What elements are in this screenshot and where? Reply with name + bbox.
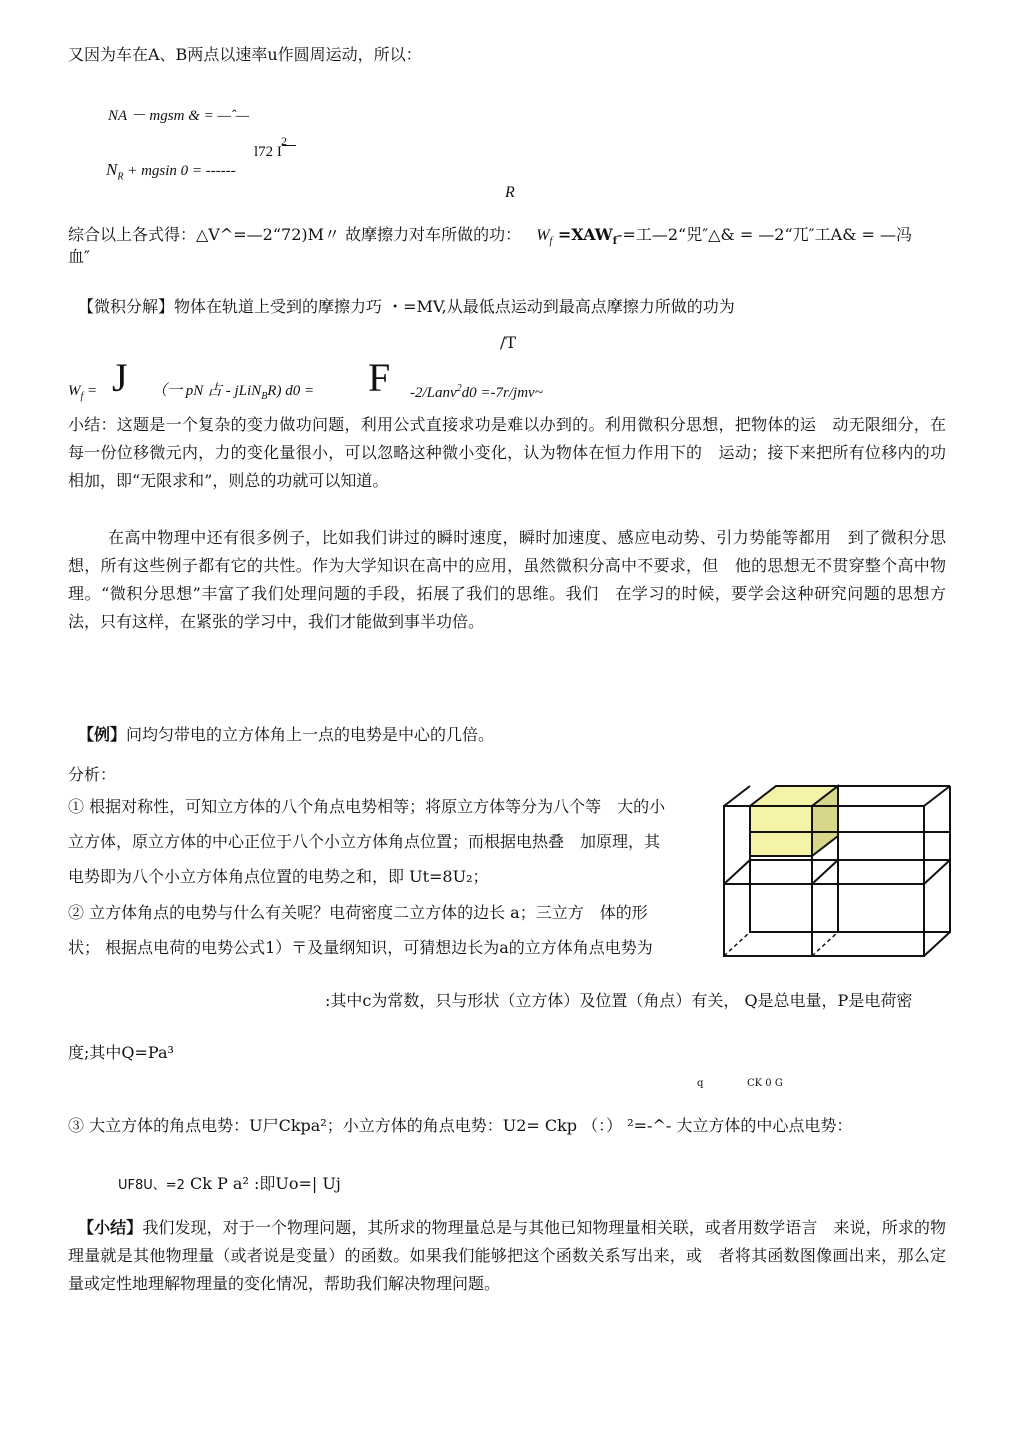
result-small: UF8U、=2 [118,1178,185,1193]
point1-line-2: 立方体，原立方体的中心正位于八个小立方体角点位置；而根据电热叠 加原理，其 [68,832,661,851]
integral-sign-2: F [368,355,391,400]
example-text: 问均匀带电的立方体角上一点的电势是中心的几倍。 [126,725,495,744]
result-line [118,1174,341,1196]
final-text: 我们发现，对于一个物理问题，其所求的物理量总是与其他已知物理量相关联，或者用数学语言 来说，所求的物理量就是其他物理量（或者说是变量）的函数。如果我们能够把这个函数关系写出来，或 者将其函数图像画出来，那么定量或定性地理解物理量的变化情况，帮助我们解决物理问题。 [68,1218,946,1293]
integral-lhs [68,381,97,407]
summary-text-a: 综合以上各式得：△V^=—2“72)M〃 故摩擦力对车所做的功： [68,225,522,244]
integral-middle-rest: R) d0 = [267,383,315,399]
integral-rhs-text: -2/Lanv [410,385,457,401]
calculus-text: 物体在轨道上受到的摩擦力巧 ・=MV,从最低点运动到最高点摩擦力所做的功为 [174,297,735,316]
summary-text-c [552,225,618,248]
integral-eq: = [83,383,98,399]
integral-rhs-sup: 2 [456,383,462,394]
formula-na-text: NA － mgsm & = —ˆ— [108,108,250,124]
formula-fraction-top [254,142,296,162]
formula-nb-n: N [106,160,118,179]
cube-figure [718,784,958,964]
formula-na [108,106,249,126]
point3-line: ③ 大立方体的角点电势：U尸Ckpa²；小立方体的角点电势：U2= Ckp （：） ²=-^- 大立方体的中心点电势： [68,1116,853,1135]
point2-line-1: ② 立方体角点的电势与什么有关呢？电荷密度二立方体的边长 a；三立方 体的形 [68,903,648,922]
calculus-line [78,297,735,317]
xaw-text: =XAW [552,225,613,244]
integral-rhs-rest: d0 =-7r/jmv~ [461,385,543,401]
integral-w: W [68,383,81,399]
integral-w-sub: f [80,391,84,402]
integral-sign-1: J [112,355,128,400]
final-heading: 【小结】 [78,1218,143,1237]
tiny-q-label: q [697,1078,704,1089]
wf-w: W [536,227,550,244]
formula-nb [106,160,236,187]
summary-wf [536,227,553,248]
result-rest: Ck P a² :即Uo=| Uj [184,1174,341,1193]
fraction-top-bar [282,145,296,146]
formula-nb-sub: R [117,171,124,183]
summary-text-d: -=工—2“兕″△& = —2“兀″工A& = —冯 [617,225,913,244]
integral-middle-sub: B [261,391,268,402]
integral-rhs [410,379,543,403]
final-summary [68,1214,946,1298]
calculus-heading: 【微积分解】 [78,297,175,316]
wf-sub: f [549,236,553,248]
point1-line-3: 电势即为八个小立方体角点位置的电势之和，即 Ut=8U₂； [68,867,489,886]
formula-nb-denominator: R [505,184,515,201]
summary-line-1 [68,225,912,252]
integral-middle [152,381,314,407]
example-heading: 【例】 [78,725,127,744]
example-line [78,725,494,745]
integral-middle-text: （一 pN 占 - jLiN [152,383,262,399]
integral-upper-limit: /T [500,333,517,352]
high-school-paragraph: 在高中物理中还有很多例子，比如我们讲过的瞬时速度，瞬时加速度、感应电动势、引力势能等都用 到了微积分思想，所有这些例子都有它的共性。作为大学知识在高中的应用，虽然微积分高中不要求，但 他的思想无不贯穿整个高中物理。“微积分思想”丰富了我们处理问题的手段，拓展了我们的思维。我们 在学习的时候，要学会这种研究问题的思想方法，只有这样，在紧张的学习中，我们才能做到事半功倍。 [68,528,946,631]
analysis-label: 分析： [68,765,117,784]
tiny-ck-label: CK 0 G [747,1078,783,1089]
xaw-sub: f [612,236,618,248]
summary-line-2: 血″ [68,247,90,266]
intro-line: 又因为车在A、B两点以速率u作圆周运动，所以： [68,45,422,64]
point2-continuation: :其中c为常数，只与形状（立方体）及位置（角点）有关， Q是总电量，P是电荷密 [325,991,913,1010]
formula-nb-rest: + mgsin 0 = ------ [123,163,236,179]
fraction-top-text: l72 I [254,144,282,160]
summary-paragraph: 小结：这题是一个复杂的变力做功问题，利用公式直接求功是难以办到的。利用微积分思想，把物体的运 动无限细分，在每一份位移微元内，力的变化量很小，可以忽略这种微小变化，认为物体在恒力作用下的 运动；接下来把所有位移内的功相加，即“无限求和”，则总的功就可以知道。 [68,415,946,490]
point2-line-2: 状； 根据点电荷的电势公式1）〒及量纲知识，可猜想边长为a的立方体角点电势为 [68,938,653,957]
point1-line-1: ① 根据对称性，可知立方体的八个角点电势相等；将原立方体等分为八个等 大的小 [68,797,666,816]
formula-na-superscript: 2 [281,134,287,148]
point2-end: 度;其中Q=Pa³ [68,1043,174,1062]
